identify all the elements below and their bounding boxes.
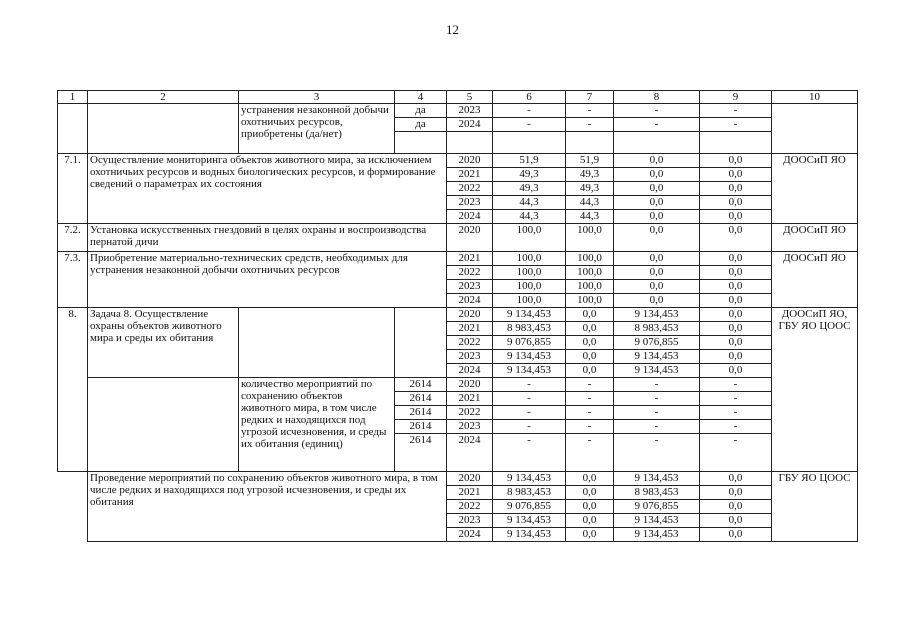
empty-cell [395,132,447,154]
value-cell: - [700,378,772,392]
value-cell: 8 983,453 [493,322,566,336]
value-cell: 0,0 [700,154,772,168]
value-cell: 9 134,453 [493,514,566,528]
activity-title: Приобретение материально-технических средств, необходимых для устранения незаконной добычи охотничьих ресурсов [88,252,447,308]
value-cell: 0,0 [700,168,772,182]
value-cell: 0,0 [700,308,772,322]
empty-cell [700,132,772,154]
value-cell: 0,0 [700,210,772,224]
value-cell: - [493,434,566,472]
value-cell: 9 134,453 [614,472,700,486]
executor-cell: ДООСиП ЯО, ГБУ ЯО ЦООС [772,308,858,472]
value-cell: 44,3 [493,210,566,224]
value-cell: 100,0 [566,294,614,308]
year-cell: 2022 [447,406,493,420]
value-cell: 0,0 [566,308,614,322]
value-cell: 0,0 [566,500,614,514]
value-cell: - [493,406,566,420]
value-cell: 0,0 [566,364,614,378]
header-cell: 5 [447,91,493,104]
row-number: 7.3. [58,252,88,308]
row-number: 7.1. [58,154,88,224]
value-cell: 0,0 [700,182,772,196]
value-cell: 9 076,855 [493,500,566,514]
value-cell: 100,0 [493,224,566,252]
header-row [58,91,858,104]
value-cell: - [614,378,700,392]
executor-cell: ДООСиП ЯО [772,224,858,252]
value-cell: 9 134,453 [614,350,700,364]
value-cell: - [614,104,700,118]
value-cell: 0,0 [700,500,772,514]
activity-title: Проведение мероприятий по сохранению объектов животного мира, в том числе редких и находящихся под угрозой исчезновения, и среды их обитания [88,472,447,542]
header-cell: 4 [395,91,447,104]
value-cell: 9 076,855 [493,336,566,350]
year-cell: 2024 [447,364,493,378]
value-cell: 0,0 [566,336,614,350]
value-cell: - [493,118,566,132]
value-cell: 0,0 [700,224,772,252]
value-cell: 9 134,453 [493,528,566,542]
value-cell: 9 134,453 [614,364,700,378]
empty-cell [614,132,700,154]
value-cell: - [566,118,614,132]
value-cell: 49,3 [493,168,566,182]
value-cell: 0,0 [566,350,614,364]
value-cell: 100,0 [566,224,614,252]
value-cell: 0,0 [700,514,772,528]
header-cell: 2 [88,91,239,104]
executor-cell [772,104,858,154]
value-cell: 0,0 [614,196,700,210]
value-cell: 49,3 [566,182,614,196]
indicator-cell: количество мероприятий по сохранению объектов животного мира, в том числе редких и находящихся под угрозой исчезновения, и среды их обитания (единиц) [239,378,395,472]
year-cell: 2021 [447,322,493,336]
value-cell: 0,0 [700,266,772,280]
value-cell: 9 134,453 [493,364,566,378]
year-cell: 2021 [447,486,493,500]
value-cell: 0,0 [614,182,700,196]
row-number: 8. [58,308,88,472]
value-cell: - [566,406,614,420]
activity-title: Установка искусственных гнездовий в целях охраны и воспроизводства пернатой дичи [88,224,447,252]
program-table [57,90,858,542]
value-cell: 8 983,453 [614,322,700,336]
value-cell: 0,0 [614,252,700,266]
executor-cell: ДООСиП ЯО [772,252,858,308]
year-cell: 2024 [447,294,493,308]
value-cell: - [700,392,772,406]
value-cell: 0,0 [614,280,700,294]
value-cell: - [493,104,566,118]
value-cell: 9 076,855 [614,336,700,350]
empty-cell [493,132,566,154]
value-cell: 9 134,453 [614,308,700,322]
year-cell: 2021 [447,252,493,266]
header-cell: 6 [493,91,566,104]
value-cell: - [614,406,700,420]
value-cell: 0,0 [566,322,614,336]
value-cell: 49,3 [493,182,566,196]
table-row [58,308,858,322]
year-cell: 2023 [447,420,493,434]
value-cell: 0,0 [700,322,772,336]
executor-cell: ДООСиП ЯО [772,154,858,224]
value-cell: - [700,420,772,434]
value-cell: 2614 [395,406,447,420]
header-cell: 7 [566,91,614,104]
task-title: Задача 8. Осуществление охраны объектов животного мира и среды их обитания [88,308,239,378]
year-cell: 2022 [447,336,493,350]
value-cell: - [700,434,772,472]
value-cell: - [566,420,614,434]
value-cell: - [614,434,700,472]
value-cell: - [566,392,614,406]
value-cell: 100,0 [566,280,614,294]
value-cell: - [700,406,772,420]
value-cell: 2614 [395,392,447,406]
value-cell: 0,0 [700,252,772,266]
year-cell: 2022 [447,266,493,280]
page-number: 12 [446,22,459,37]
table-row [58,252,858,266]
value-cell: 100,0 [493,266,566,280]
value-cell: - [493,420,566,434]
value-cell: 0,0 [614,154,700,168]
year-cell: 2022 [447,500,493,514]
table-row [58,224,858,252]
value-cell: да [395,118,447,132]
table-row [58,378,858,392]
value-cell: 8 983,453 [493,486,566,500]
empty-cell [88,378,239,472]
value-cell: 0,0 [700,364,772,378]
year-cell: 2024 [447,210,493,224]
value-cell: 0,0 [566,486,614,500]
value-cell: 2614 [395,434,447,472]
executor-cell: ГБУ ЯО ЦООС [772,472,858,542]
value-cell: - [566,434,614,472]
year-cell: 2020 [447,378,493,392]
year-cell: 2023 [447,104,493,118]
table-row [58,154,858,168]
year-cell: 2023 [447,280,493,294]
value-cell: 9 076,855 [614,500,700,514]
empty-cell [239,308,395,378]
year-cell: 2022 [447,182,493,196]
header-cell: 8 [614,91,700,104]
value-cell: 0,0 [614,210,700,224]
year-cell: 2021 [447,392,493,406]
year-cell: 2021 [447,168,493,182]
value-cell: 0,0 [614,266,700,280]
value-cell: 9 134,453 [493,308,566,322]
year-cell: 2023 [447,196,493,210]
value-cell: 9 134,453 [493,472,566,486]
empty-cell [566,132,614,154]
empty-cell [58,472,88,542]
value-cell: 100,0 [566,266,614,280]
empty-cell [447,132,493,154]
empty-cell [395,308,447,378]
header-cell: 10 [772,91,858,104]
title-cell [88,104,239,154]
value-cell: 0,0 [700,486,772,500]
value-cell: - [493,392,566,406]
year-cell: 2024 [447,434,493,472]
year-cell: 2024 [447,528,493,542]
value-cell: - [566,378,614,392]
value-cell: 2614 [395,420,447,434]
value-cell: 49,3 [566,168,614,182]
header-cell: 1 [58,91,88,104]
value-cell: 51,9 [493,154,566,168]
year-cell: 2023 [447,350,493,364]
year-cell: 2020 [447,154,493,168]
value-cell: 0,0 [566,472,614,486]
value-cell: 0,0 [700,350,772,364]
activity-title: Осуществление мониторинга объектов животного мира, за исключением охотничьих ресурсов и водных биологических ресурсов, и формирование сведений о параметрах их состояния [88,154,447,224]
year-cell: 2024 [447,118,493,132]
header-cell: 3 [239,91,395,104]
value-cell: - [614,392,700,406]
year-cell: 2020 [447,472,493,486]
value-cell: 100,0 [493,294,566,308]
value-cell: 9 134,453 [614,528,700,542]
value-cell: 0,0 [566,528,614,542]
value-cell: 9 134,453 [493,350,566,364]
value-cell: 0,0 [700,472,772,486]
value-cell: 0,0 [700,280,772,294]
num-cell [58,104,88,154]
value-cell: 51,9 [566,154,614,168]
row-number: 7.2. [58,224,88,252]
value-cell: 44,3 [566,210,614,224]
value-cell: 0,0 [614,168,700,182]
indicator-cell: устранения незаконной добычи охотничьих ресурсов, приобретены (да/нет) [239,104,395,154]
value-cell: - [614,420,700,434]
value-cell: 100,0 [493,252,566,266]
value-cell: 0,0 [700,528,772,542]
value-cell: 44,3 [493,196,566,210]
year-cell: 2020 [447,224,493,252]
value-cell: 44,3 [566,196,614,210]
value-cell: 0,0 [700,336,772,350]
value-cell: - [493,378,566,392]
value-cell: 100,0 [493,280,566,294]
value-cell: - [700,104,772,118]
value-cell: 100,0 [566,252,614,266]
value-cell: 0,0 [700,196,772,210]
value-cell: - [614,118,700,132]
year-cell: 2020 [447,308,493,322]
value-cell: - [700,118,772,132]
value-cell: 2614 [395,378,447,392]
value-cell: 8 983,453 [614,486,700,500]
year-cell: 2023 [447,514,493,528]
value-cell: 0,0 [614,294,700,308]
value-cell: 0,0 [566,514,614,528]
value-cell: - [566,104,614,118]
value-cell: 0,0 [614,224,700,252]
header-cell: 9 [700,91,772,104]
value-cell: 0,0 [700,294,772,308]
value-cell: 9 134,453 [614,514,700,528]
value-cell: да [395,104,447,118]
table-row [58,472,858,486]
table-row [58,104,858,118]
